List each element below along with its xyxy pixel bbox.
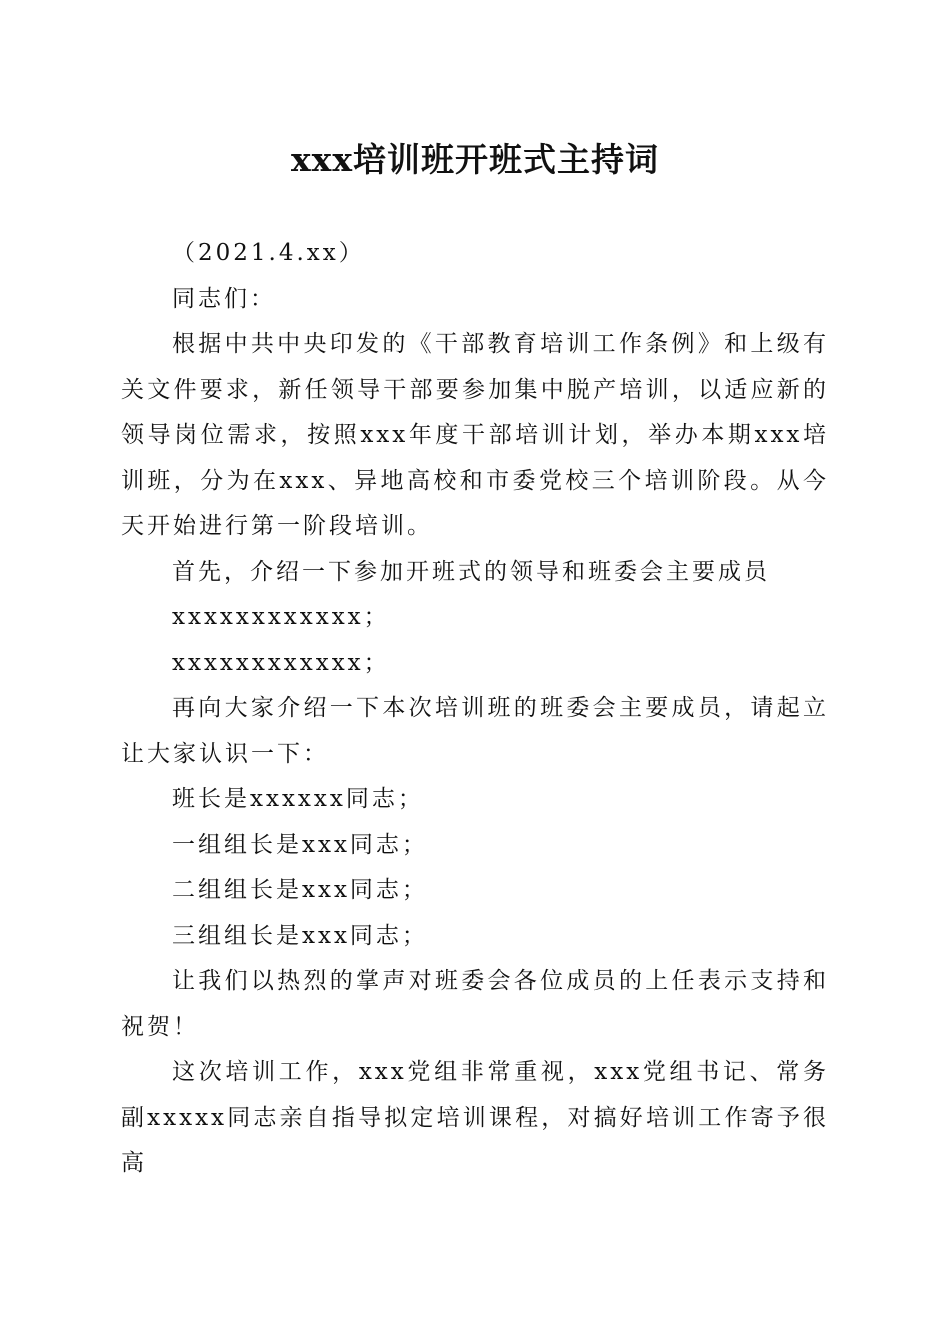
committee-member-item: 班长是xxxxxx同志； [172,786,424,812]
document-title: xxx培训班开班式主持词 [290,140,660,179]
date-line: （2021.4.xx） [172,240,365,266]
body-paragraph: 再向大家介绍一下本次培训班的班委会主要成员，请起立让大家认识一下： [121,695,829,767]
leader-list-item: xxxxxxxxxxxx； [172,649,390,676]
committee-member-item: 二组组长是xxx同志； [172,877,428,903]
committee-member-item: 一组组长是xxx同志； [172,831,428,858]
committee-member-item: 三组组长是xxx同志； [172,922,428,949]
body-paragraph: 让我们以热烈的掌声对班委会各位成员的上任表示支持和祝贺！ [121,968,829,1040]
body-paragraph: 根据中共中央印发的《干部教育培训工作条例》和上级有关文件要求，新任领导干部要参加集中脱产培训，以适应新的领导岗位需求，按照xxx年度干部培训计划，举办本期xxx培训班，分为在xxx、异地高校和市委党校三个培训阶段。从今天开始进行第一阶段培训。 [121,331,829,539]
salutation: 同志们： [172,285,276,312]
document-body [121,231,829,1187]
body-paragraph: 首先，介绍一下参加开班式的领导和班委会主要成员 [172,558,770,585]
body-paragraph: 这次培训工作，xxx党组非常重视，xxx党组书记、常务副xxxxx同志亲自指导拟定培训课程，对搞好培训工作寄予很高 [121,1059,829,1176]
leader-list-item: xxxxxxxxxxxx； [172,604,390,630]
